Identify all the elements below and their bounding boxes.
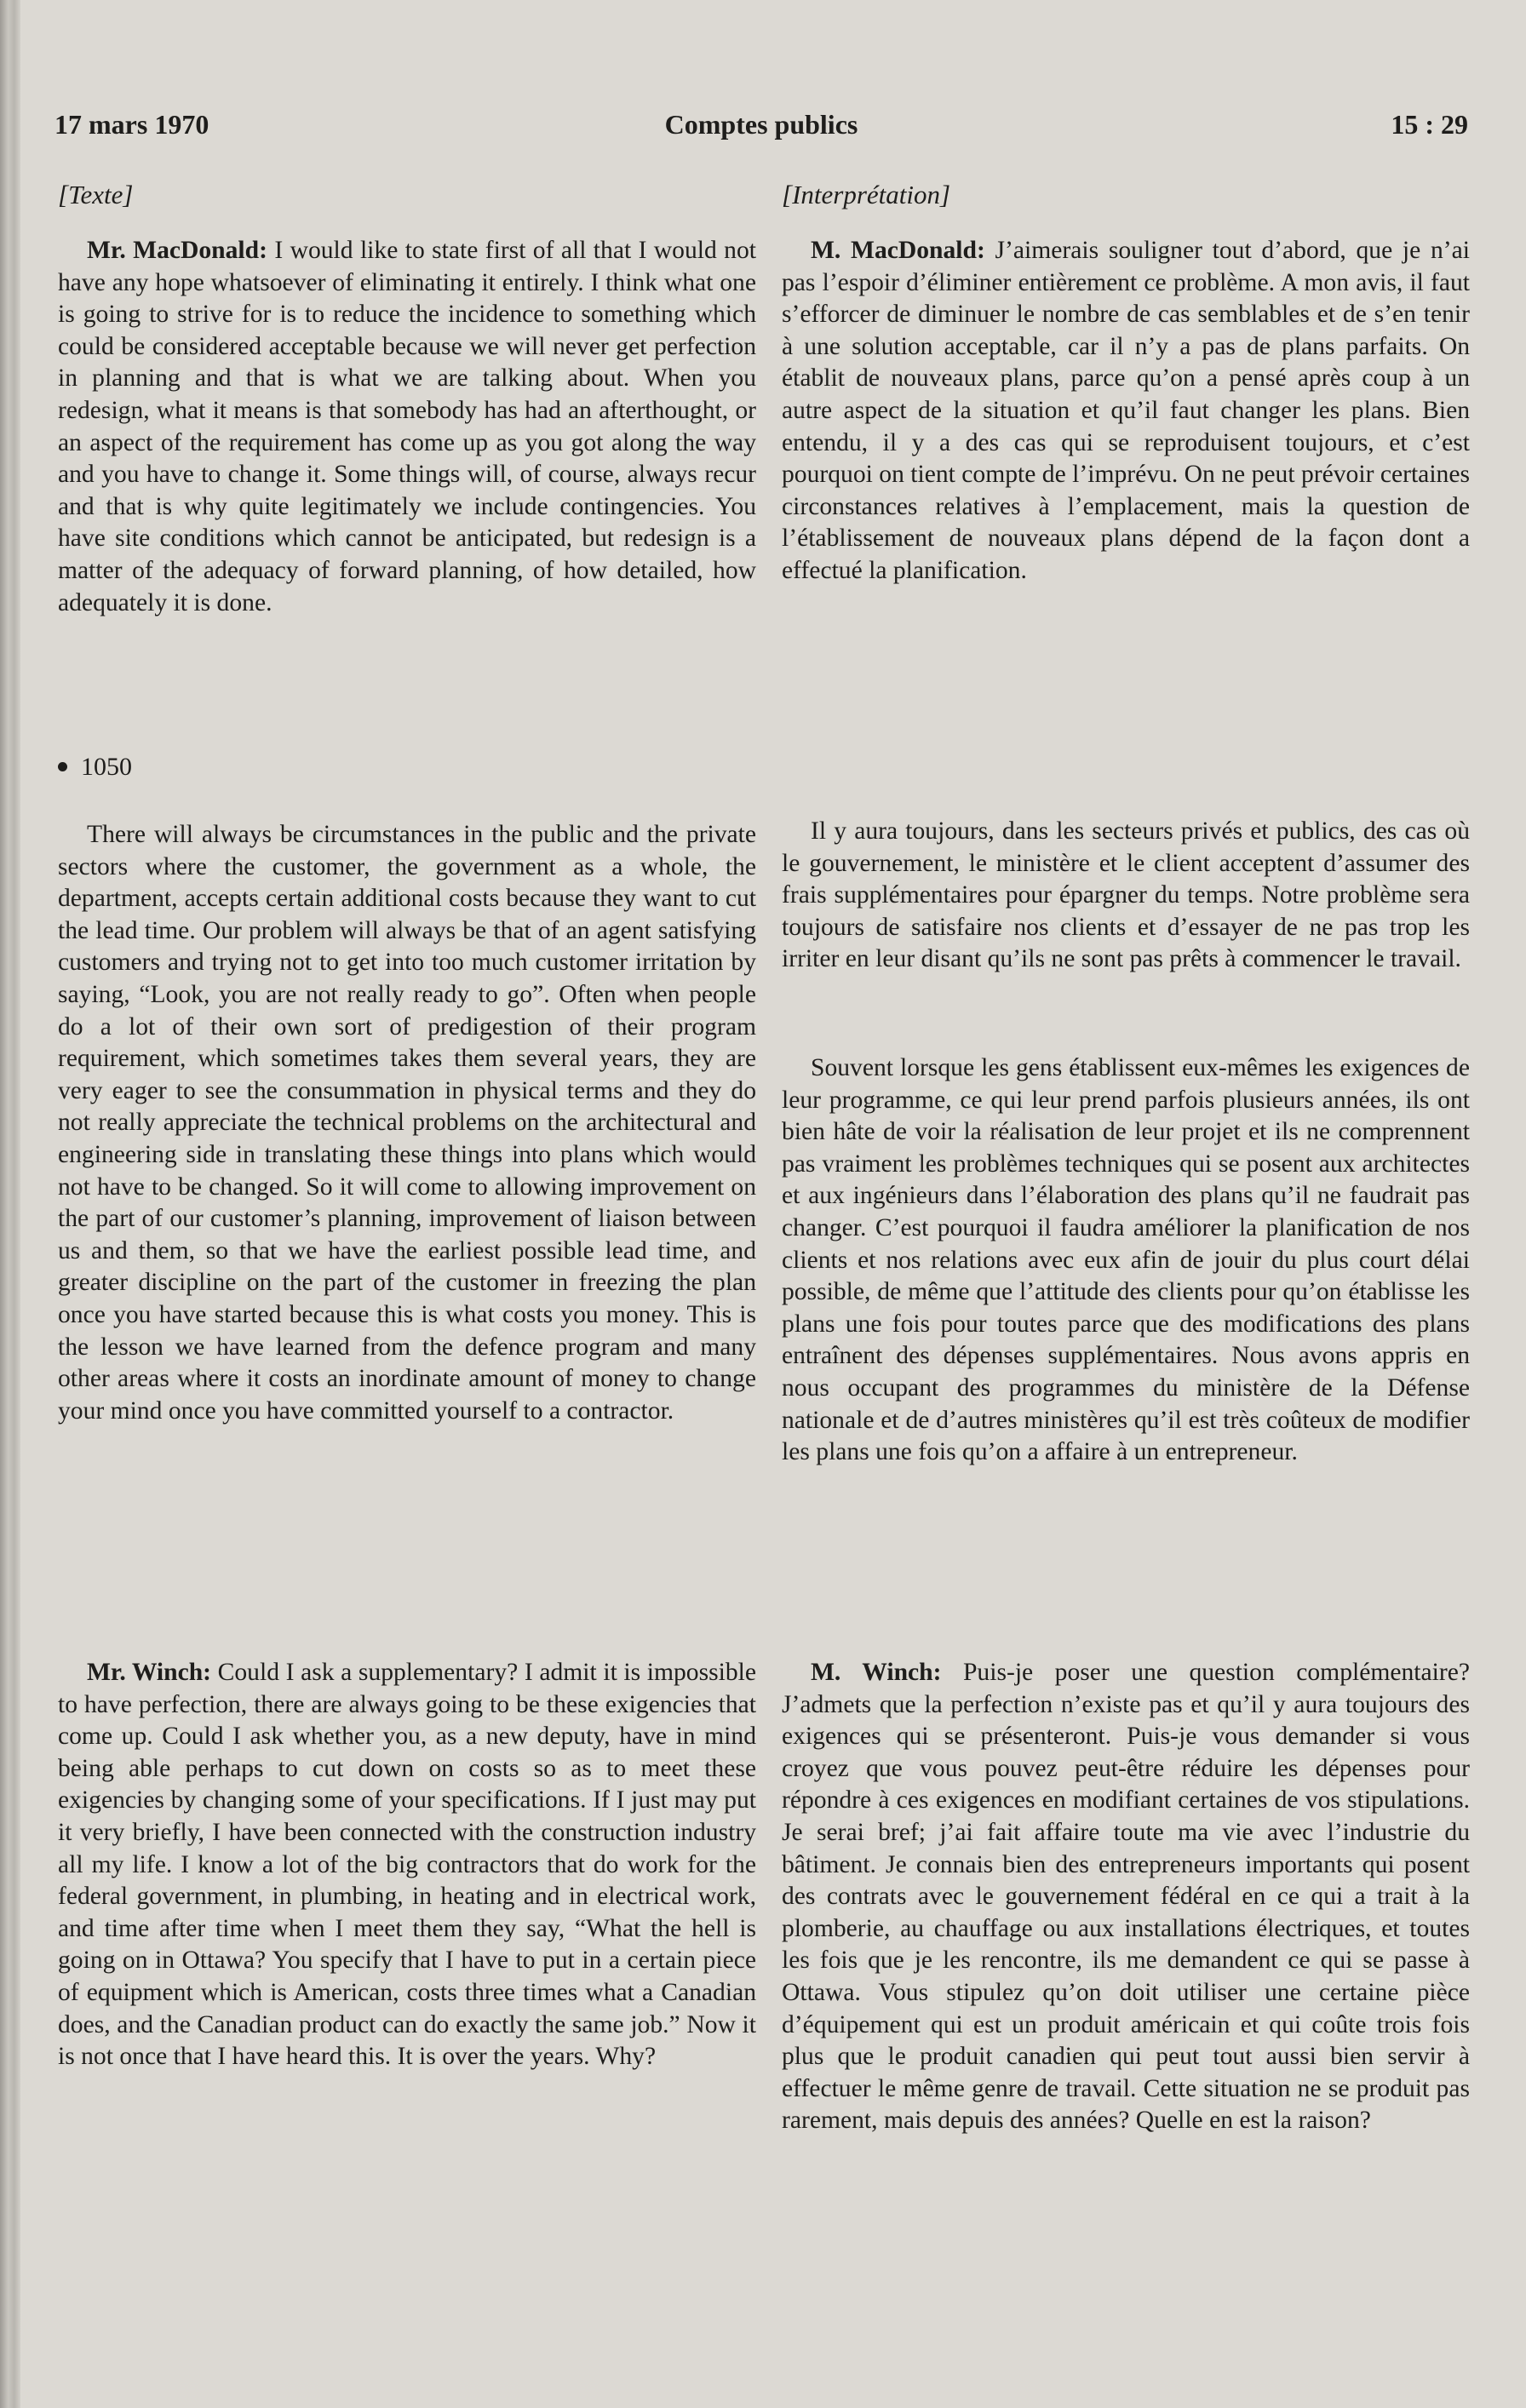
- french-section-tag: [Interprétation]: [782, 180, 951, 209]
- page-header: [54, 109, 1468, 146]
- english-paragraph-winch: [58, 1657, 756, 2073]
- french-paragraph-2: [782, 816, 1470, 976]
- header-title: Comptes publics: [664, 109, 858, 140]
- paragraph-text: There will always be circumstances in the public and the private sectors where the customer, the government as a whole, the department, accepts certain additional costs because they want to cut the lead time. Our problem will always be that of an agent satisfying customers and trying not to get into too much customer irritation by saying, “Look, you are not really ready to go”. Often when people do a lot of their own sort of predigestion of their program requirement, which sometimes takes them several years, they are very eager to see the consummation in physical terms and they do not really appreciate the technical problems on the architectural and engineering side in translating these things into plans which would not have to be changed. So it will come to allowing improvement on the part of our customer’s planning, improvement of liaison between us and them, so that we have the earliest possible lead time, and greater discipline on the part of the customer in freezing the plan once you have started because this is what costs you money. This is the lesson we have learned from the defence program and many other areas where it costs an inordinate amount of money to change your mind once you have committed yourself to a contractor.: [58, 821, 756, 1425]
- speaker-name: Mr. Winch:: [87, 1659, 212, 1686]
- page-binding-edge: [0, 0, 20, 2408]
- english-paragraph-2: [58, 819, 756, 1427]
- paragraph-text: Could I ask a supplementary? I admit it is impossible to have perfection, there are always going to be these exigencies that come up. Could I ask whether you, as a new deputy, have in mind being able perhaps to cut down on costs so as to meet these exigencies by changing some of your specifications. If I just may put it very briefly, I have been connected with the construction industry all my life. I know a lot of the big contractors that do work for the federal government, in plumbing, in heating and in electrical work, and time after time when I meet them they say, “What the hell is going on in Ottawa? You specify that I have to put in a certain piece of equipment which is American, costs three times what a Canadian does, and the Canadian product can do exactly the same job.” Now it is not once that I have heard this. It is over the years. Why?: [58, 1659, 757, 2071]
- header-date: 17 mars 1970: [54, 109, 209, 140]
- header-page-number: 15 : 29: [1391, 109, 1468, 140]
- speaker-name: Mr. MacDonald:: [87, 237, 267, 264]
- english-paragraph-macdonald: [58, 235, 756, 619]
- english-section-tag: [Texte]: [58, 180, 134, 209]
- french-column: [782, 179, 1470, 2135]
- paragraph-text: J’aimerais souligner tout d’abord, que je n’ai pas l’espoir d’éliminer entièrement ce problème. A mon avis, il faut s’efforcer de diminuer le nombre de cas semblables et de s’en tenir à une solution acceptable, car il n’y a pas de plans parfaits. On établit de nouveaux plans, parce qu’on a pensé après coup à un autre aspect de la situation et qu’il faut changer les plans. Bien entendu, il y a des cas qui se reproduisent toujours, et c’est pourquoi on tient compte de l’imprévu. On ne peut prévoir certaines circonstances relatives à l’emplacement, mais la question de l’établissement de nouveaux plans dépend de la façon dont a effectué la planification.: [782, 237, 1470, 584]
- speaker-name: M. Winch:: [811, 1659, 942, 1686]
- french-paragraph-macdonald: [782, 235, 1470, 588]
- time-marker: [58, 751, 756, 783]
- paragraph-text: Il y aura toujours, dans les secteurs privés et publics, des cas où le gouvernement, le ministère et le client acceptent d’assumer des frais supplémentaires pour épargner du temps. Notre problème sera toujours de satisfaire nos clients et d’essayer de ne pas trop les irriter en leur disant qu’ils ne sont pas prêts à commencer le travail.: [782, 817, 1470, 973]
- paragraph-text: I would like to state first of all that I would not have any hope whatsoever of eliminating it entirely. I think what one is going to strive for is to reduce the incidence to something which could be considered acceptable because we will never get perfection in planning and that is what we are talking about. When you redesign, what it means is that somebody has had an afterthought, or an aspect of the requirement has come up as you got along the way and you have to change it. Some things will, of course, always recur and that is why quite legitimately we include contingencies. You have site conditions which cannot be anticipated, but redesign is a matter of the adequacy of forward planning, of how detailed, how adequately it is done.: [58, 237, 756, 616]
- paragraph-text: Puis-je poser une question complémentaire? J’admets que la perfection n’existe pas et qu’il y aura toujours des exigences qui se présenteront. Puis-je vous demander si vous croyez que vous pouvez peut-être réduire les dépenses pour répondre à ces exigences en modifiant certaines de vos stipulations. Je serai bref; j’ai fait affaire toute ma vie avec l’industrie du bâtiment. Je connais bien des entrepreneurs importants qui posent des contrats avec le gouvernement fédéral en ce qui a trait à la plomberie, au chauffage ou aux installations électriques, et toutes les fois que je les rencontre, ils me demandent ce qui se passe à Ottawa. Vous stipulez qu’on doit utiliser une certaine pièce d’équipement qui est un produit américain et qui coûte trois fois plus que le produit canadien qui peut tout aussi bien servir à effectuer le même genre de travail. Cette situation ne se produit pas rarement, mais depuis des années? Quelle en est la raison?: [782, 1659, 1470, 2135]
- paragraph-text: Souvent lorsque les gens établissent eux-mêmes les exigences de leur programme, ce qui leur prend parfois plusieurs années, ils ont bien hâte de voir la réalisation de leur projet et ils ne comprennent pas vraiment les problèmes techniques qui se posent aux architectes et aux ingénieurs dans l’élaboration des plans qu’il ne faudrait pas changer. C’est pourquoi il faudra améliorer la planification de nos clients et nos relations avec eux afin de jouir du plus court délai possible, de même que l’attitude des clients pour qu’on établisse les plans une fois pour toutes parce que des modifications des plans entraînent des dépenses supplémentaires. Nous avons appris en nous occupant des programmes du ministère de la Défense nationale et de d’autres ministères qu’il est très coûteux de modifier les plans une fois qu’on a affaire à un entrepreneur.: [782, 1054, 1470, 1466]
- time-marker-label: 1050: [81, 753, 132, 781]
- french-paragraph-3: [782, 1052, 1470, 1469]
- french-paragraph-winch: [782, 1657, 1470, 2137]
- speaker-name: M. MacDonald:: [811, 237, 985, 264]
- english-column: [58, 179, 757, 2071]
- bullet-icon: [58, 762, 67, 771]
